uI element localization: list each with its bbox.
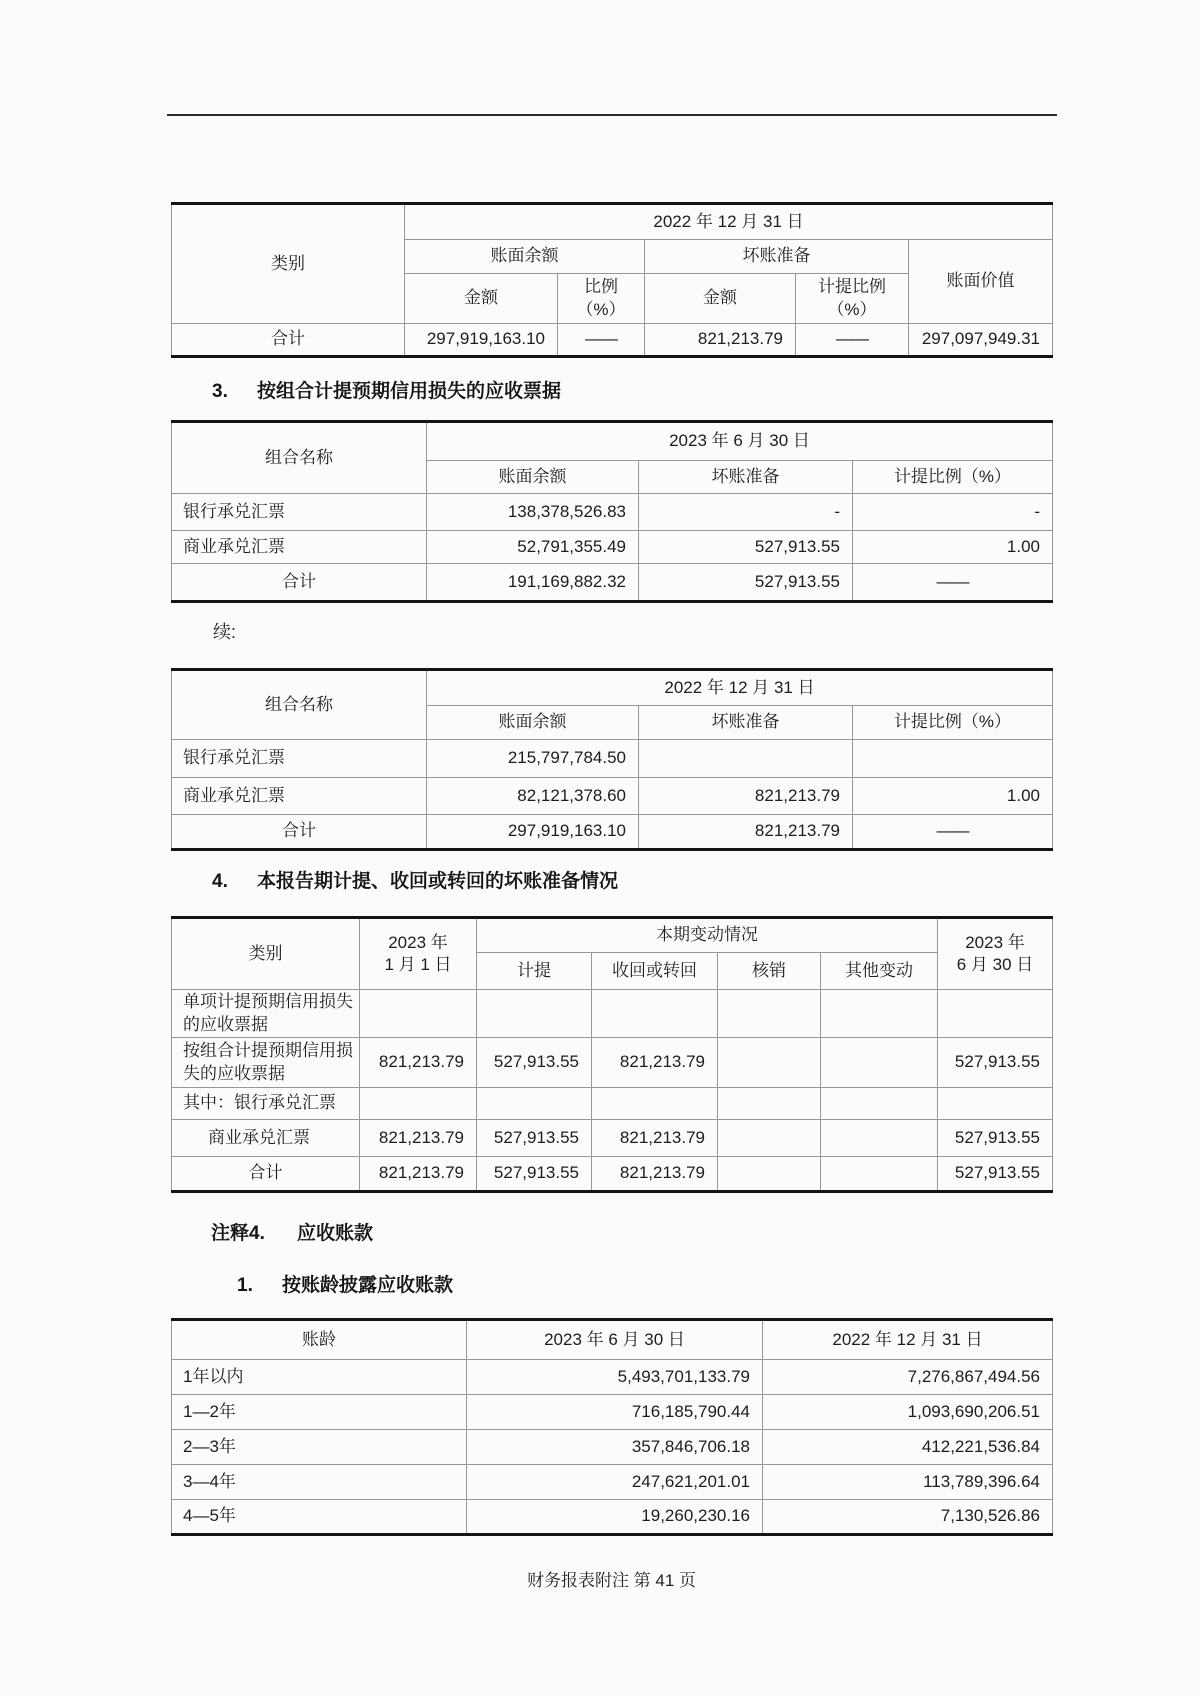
- writeoff-cell: [718, 990, 821, 1038]
- amount-2022-cell: 7,276,867,494.56: [763, 1360, 1053, 1395]
- amount-2023-cell: 247,621,201.01: [467, 1465, 763, 1500]
- provision-ratio-header-line2: （%）: [827, 299, 877, 319]
- ratio-header-line1: 比例: [584, 277, 618, 297]
- row-label-cell: 合计: [172, 815, 427, 850]
- other-change-cell: [821, 1038, 938, 1088]
- table-row: [172, 1320, 1053, 1360]
- table-row: [172, 778, 1053, 815]
- table-row: [172, 990, 1053, 1038]
- bad-debt-provision-header-cell: 坏账准备: [639, 706, 853, 740]
- other-change-cell: [821, 990, 938, 1038]
- recovered-cell: 821,213.79: [592, 1038, 718, 1088]
- writeoff-cell: [718, 1088, 821, 1120]
- row-label-cell: 2—3年: [172, 1430, 467, 1465]
- closing-cell: 527,913.55: [938, 1157, 1053, 1192]
- opening-cell: 821,213.79: [360, 1120, 477, 1157]
- row-label-cell: 合计: [172, 324, 405, 357]
- accrual-cell: 527,913.55: [477, 1038, 592, 1088]
- book-balance-header-cell: 账面余额: [427, 706, 639, 740]
- closing-cell: 527,913.55: [938, 1038, 1053, 1088]
- table-row: [172, 1360, 1053, 1395]
- table-row: [172, 1038, 1053, 1088]
- book-balance-header-cell: 账面余额: [427, 461, 639, 494]
- closing-header-line2: 6 月 30 日: [956, 955, 1034, 974]
- total-row: [172, 564, 1053, 602]
- amount-header-cell: 金额: [645, 274, 796, 324]
- provision-ratio-header-cell: 计提比例（%）: [853, 706, 1053, 740]
- ratio-cell: ——: [853, 815, 1053, 850]
- row-label-cell: 单项计提预期信用损失的应收票据: [172, 990, 360, 1038]
- amount-2022-cell: 7,130,526.86: [763, 1500, 1053, 1535]
- row-label-cell: 3—4年: [172, 1465, 467, 1500]
- prior-period-summary-table: [171, 202, 1053, 358]
- opening-cell: 821,213.79: [360, 1157, 477, 1192]
- ratio-header-line2: （%）: [576, 299, 626, 319]
- provision-movement-table: [171, 916, 1053, 1193]
- recovered-header-cell: 收回或转回: [592, 953, 718, 990]
- row-label-cell: 按组合计提预期信用损失的应收票据: [172, 1038, 360, 1088]
- recovered-cell: [592, 1088, 718, 1120]
- closing-balance-header-cell: [938, 918, 1053, 990]
- row-label-cell: 1年以内: [172, 1360, 467, 1395]
- table-row: [172, 740, 1053, 778]
- total-row: [172, 324, 1053, 357]
- row-label-cell: 1—2年: [172, 1395, 467, 1430]
- book-value-header-cell: 账面价值: [909, 240, 1053, 324]
- page-footer: 财务报表附注 第 41 页: [526, 1571, 697, 1590]
- subsection-1-title: [237, 1270, 453, 1297]
- book-value-cell: 297,097,949.31: [909, 324, 1053, 357]
- recovered-cell: [592, 990, 718, 1038]
- balance-cell: 138,378,526.83: [427, 494, 639, 531]
- note-4-text: 应收账款: [297, 1223, 374, 1244]
- opening-header-line2: 1 月 1 日: [384, 955, 452, 974]
- row-label-cell: 商业承兑汇票: [172, 1120, 360, 1157]
- table-row: [172, 1465, 1053, 1500]
- balance-ratio-cell: ——: [558, 324, 645, 357]
- balance-cell: 82,121,378.60: [427, 778, 639, 815]
- aging-header-cell: 账龄: [172, 1320, 467, 1360]
- provision-cell: 527,913.55: [639, 564, 853, 602]
- note-4-number: 注释4.: [211, 1223, 265, 1244]
- provision-ratio-cell: ——: [796, 324, 909, 357]
- balance-amount-cell: 297,919,163.10: [405, 324, 558, 357]
- accrual-cell: 527,913.55: [477, 1120, 592, 1157]
- ratio-cell: 1.00: [853, 778, 1053, 815]
- closing-cell: [938, 990, 1053, 1038]
- period-2022-header-cell: 2022 年 12 月 31 日: [763, 1320, 1053, 1360]
- closing-cell: 527,913.55: [938, 1120, 1053, 1157]
- table-row: [172, 1088, 1053, 1120]
- section-4-text: 本报告期计提、收回或转回的坏账准备情况: [257, 871, 619, 892]
- closing-cell: [938, 1088, 1053, 1120]
- closing-header-line1: 2023 年: [965, 932, 1025, 952]
- accrual-cell: [477, 990, 592, 1038]
- opening-header-line1: 2023 年: [388, 932, 448, 952]
- period-header-cell: 2023 年 6 月 30 日: [427, 422, 1053, 461]
- continued-label: 续:: [213, 622, 237, 642]
- provision-cell: 821,213.79: [639, 778, 853, 815]
- period-header-cell: 2022 年 12 月 31 日: [405, 204, 1053, 240]
- group-name-header-cell: 组合名称: [172, 422, 427, 494]
- bad-debt-provision-header-cell: 坏账准备: [639, 461, 853, 494]
- writeoff-header-cell: 核销: [718, 953, 821, 990]
- ratio-cell: -: [853, 494, 1053, 531]
- section-4-title: [212, 866, 618, 893]
- balance-cell: 215,797,784.50: [427, 740, 639, 778]
- provision-ratio-header-cell: [796, 274, 909, 324]
- amount-2023-cell: 19,260,230.16: [467, 1500, 763, 1535]
- category-header-cell: 类别: [172, 918, 360, 990]
- accrual-cell: [477, 1088, 592, 1120]
- recovered-cell: 821,213.79: [592, 1120, 718, 1157]
- total-row: [172, 1157, 1053, 1192]
- period-header-cell: 2022 年 12 月 31 日: [427, 670, 1053, 706]
- provision-ratio-header-cell: 计提比例（%）: [853, 461, 1053, 494]
- ratio-cell: ——: [853, 564, 1053, 602]
- row-label-cell: 合计: [172, 1157, 360, 1192]
- row-label-cell: 其中：银行承兑汇票: [172, 1088, 360, 1120]
- table-row: [172, 1395, 1053, 1430]
- bad-debt-provision-header-cell: 坏账准备: [645, 240, 909, 274]
- provision-cell: 821,213.79: [639, 815, 853, 850]
- other-change-header-cell: 其他变动: [821, 953, 938, 990]
- portfolio-2022-table: [171, 668, 1053, 851]
- writeoff-cell: [718, 1120, 821, 1157]
- accrual-cell: 527,913.55: [477, 1157, 592, 1192]
- other-change-cell: [821, 1120, 938, 1157]
- portfolio-2023-table: [171, 420, 1053, 603]
- category-header-cell: 类别: [172, 204, 405, 324]
- provision-amount-cell: 821,213.79: [645, 324, 796, 357]
- table-row: [172, 918, 1053, 953]
- book-balance-header-cell: 账面余额: [405, 240, 645, 274]
- amount-2022-cell: 1,093,690,206.51: [763, 1395, 1053, 1430]
- ratio-cell: 1.00: [853, 531, 1053, 564]
- total-row: [172, 815, 1053, 850]
- amount-2023-cell: 5,493,701,133.79: [467, 1360, 763, 1395]
- section-4-number: 4.: [212, 871, 228, 892]
- accrual-header-cell: 计提: [477, 953, 592, 990]
- provision-cell: [639, 740, 853, 778]
- row-label-cell: 银行承兑汇票: [172, 494, 427, 531]
- amount-2022-cell: 412,221,536.84: [763, 1430, 1053, 1465]
- row-label-cell: 商业承兑汇票: [172, 778, 427, 815]
- table-row: [172, 531, 1053, 564]
- opening-cell: [360, 990, 477, 1038]
- section-3-text: 按组合计提预期信用损失的应收票据: [257, 381, 562, 402]
- opening-cell: 821,213.79: [360, 1038, 477, 1088]
- provision-cell: -: [639, 494, 853, 531]
- table-row: [172, 494, 1053, 531]
- section-3-number: 3.: [212, 381, 228, 402]
- note-4-title: [211, 1218, 373, 1245]
- page-header-rule: [167, 114, 1057, 116]
- section-3-title: [212, 376, 561, 403]
- row-label-cell: 商业承兑汇票: [172, 531, 427, 564]
- table-row: [172, 1500, 1053, 1535]
- balance-cell: 297,919,163.10: [427, 815, 639, 850]
- provision-ratio-header-line1: 计提比例: [818, 277, 886, 297]
- row-label-cell: 银行承兑汇票: [172, 740, 427, 778]
- balance-cell: 52,791,355.49: [427, 531, 639, 564]
- amount-header-cell: 金额: [405, 274, 558, 324]
- opening-balance-header-cell: [360, 918, 477, 990]
- subsection-1-number: 1.: [237, 1275, 253, 1296]
- table-row: [172, 422, 1053, 461]
- amount-2023-cell: 357,846,706.18: [467, 1430, 763, 1465]
- recovered-cell: 821,213.79: [592, 1157, 718, 1192]
- row-label-cell: 4—5年: [172, 1500, 467, 1535]
- ratio-header-cell: [558, 274, 645, 324]
- amount-2022-cell: 113,789,396.64: [763, 1465, 1053, 1500]
- provision-cell: 527,913.55: [639, 531, 853, 564]
- table-row: [172, 204, 1053, 240]
- opening-cell: [360, 1088, 477, 1120]
- period-2023-header-cell: 2023 年 6 月 30 日: [467, 1320, 763, 1360]
- group-name-header-cell: 组合名称: [172, 670, 427, 740]
- aging-table: [171, 1318, 1053, 1536]
- writeoff-cell: [718, 1157, 821, 1192]
- table-row: [172, 1430, 1053, 1465]
- balance-cell: 191,169,882.32: [427, 564, 639, 602]
- period-change-header-cell: 本期变动情况: [477, 918, 938, 953]
- ratio-cell: [853, 740, 1053, 778]
- writeoff-cell: [718, 1038, 821, 1088]
- other-change-cell: [821, 1157, 938, 1192]
- row-label-cell: 合计: [172, 564, 427, 602]
- table-row: [172, 1120, 1053, 1157]
- subsection-1-text: 按账龄披露应收账款: [282, 1275, 454, 1296]
- amount-2023-cell: 716,185,790.44: [467, 1395, 763, 1430]
- other-change-cell: [821, 1088, 938, 1120]
- table-row: [172, 670, 1053, 706]
